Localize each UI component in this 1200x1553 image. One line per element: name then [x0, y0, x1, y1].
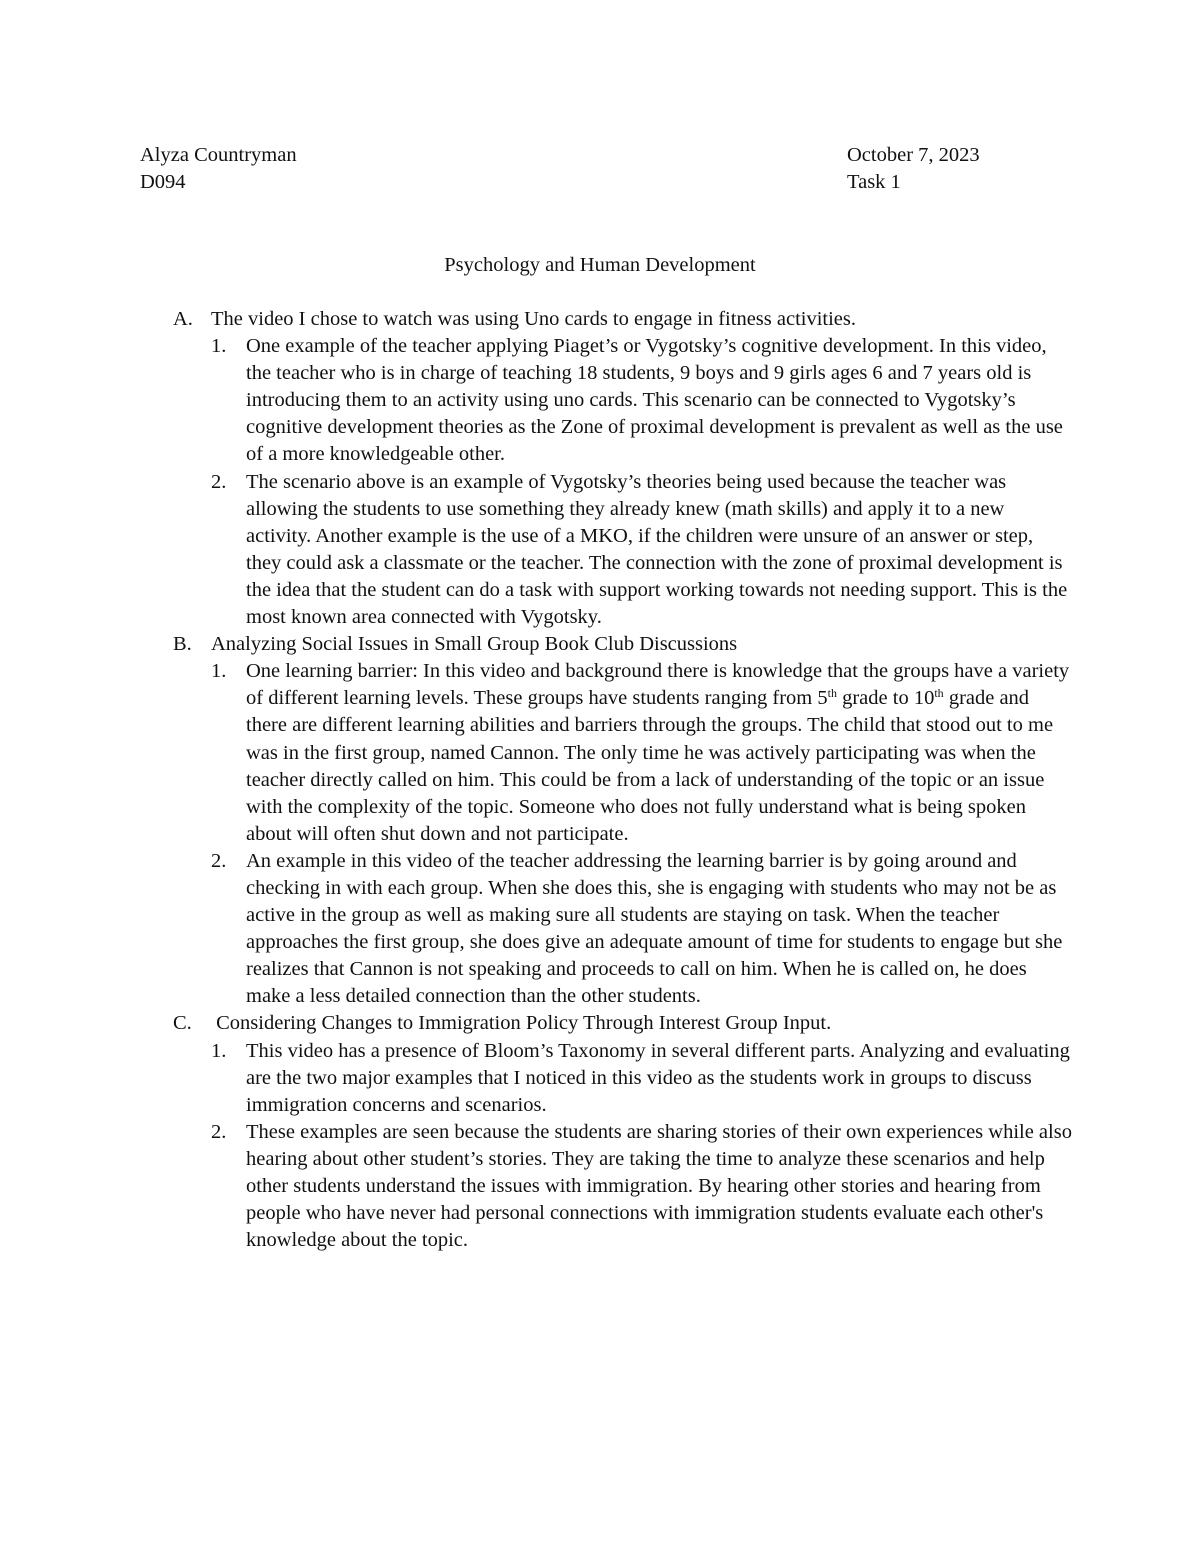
list-item: [211, 1119, 1073, 1254]
ordinal-suffix: th: [934, 686, 944, 701]
item-number: 2.: [211, 470, 227, 493]
section-letter: C.: [173, 1012, 192, 1035]
task-label: Task 1: [847, 171, 901, 193]
section-heading: Analyzing Social Issues in Small Group Book Club Discussions: [211, 633, 738, 656]
section-b: [173, 631, 1073, 1010]
section-heading: Considering Changes to Immigration Policy Through Interest Group Input.: [211, 1012, 832, 1035]
list-item: [211, 848, 1073, 1011]
section-heading: The video I chose to watch was using Uno cards to engage in fitness activities.: [211, 308, 857, 330]
outline-list: [173, 306, 1073, 1254]
ordinal-suffix: th: [827, 686, 837, 701]
section-letter: B.: [173, 633, 192, 656]
section-letter: A.: [173, 308, 193, 330]
item-number: 1.: [211, 1039, 227, 1062]
list-item: [211, 658, 1073, 848]
list-item: [211, 469, 1073, 632]
document-date: October 7, 2023: [847, 144, 980, 166]
section-items: [211, 658, 1073, 1010]
item-number: 2.: [211, 1120, 227, 1143]
section-items: [211, 1038, 1073, 1255]
course-code: D094: [140, 171, 186, 193]
item-text-part: grade and there are different learning abilities and barriers through the groups. The child that stood out to me was in the first group, named Cannon. The only time he was actively participating was when the teacher directly called on him. This could be from a lack of understanding of the topic or an issue with the complexity of the topic. Someone who does not fully understand what is being spoken about will often shut down and not participate.: [246, 687, 1054, 845]
item-text: This video has a presence of Bloom’s Taxonomy in several different parts. Analyzing and evaluating are the two major examples that I noticed in this video as the students work in groups to discuss immigration concerns and scenarios.: [246, 1039, 1070, 1116]
item-text-part: One learning barrier: In this video and background there is knowledge that the groups have a variety of different learning levels. These groups have students ranging from 5: [246, 660, 1070, 710]
item-text: These examples are seen because the students are sharing stories of their own experiences while also hearing about other student’s stories. They are taking the time to analyze these scenarios and help other students understand the issues with immigration. By hearing other stories and hearing from people who have never had personal connections with immigration students evaluate each other's knowledge about the topic.: [246, 1120, 1072, 1252]
item-number: 1.: [211, 335, 227, 358]
item-text: An example in this video of the teacher addressing the learning barrier is by going around and checking in with each group. When she does this, she is engaging with students who may not be as active in the group as well as making sure all students are staying on task. When the teacher approaches the first group, she does give an adequate amount of time for students to engage but she realizes that Cannon is not speaking and proceeds to call on him. When he is called on, he does make a less detailed connection than the other students.: [246, 849, 1063, 1008]
section-items: [211, 333, 1073, 631]
item-text-part: grade to 10: [836, 687, 935, 710]
author-name: Alyza Countryman: [140, 144, 297, 166]
item-number: 1.: [211, 660, 227, 683]
section-c: [173, 1010, 1073, 1254]
list-item: [211, 1038, 1073, 1119]
item-text: The scenario above is an example of Vygotsky’s theories being used because the teacher was allowing the students to use something they already knew (math skills) and apply it to a new activity. Another example is the use of a MKO, if the children were unsure of an answer or step, they could ask a classmate or the teacher. The connection with the zone of proximal development is the idea that the student can do a task with support working towards not needing support. This is the most known area connected with Vygotsky.: [246, 470, 1068, 629]
list-item: [211, 333, 1073, 468]
item-text: One example of the teacher applying Piaget’s or Vygotsky’s cognitive development. In this video, the teacher who is in charge of teaching 18 students, 9 boys and 9 girls ages 6 and 7 years old is introducing them to an activity using uno cards. This scenario can be connected to Vygotsky’s cognitive development theories as the Zone of proximal development is prevalent as well as the use of a more knowledgeable other.: [246, 335, 1063, 466]
document-title: Psychology and Human Development: [444, 254, 756, 276]
item-number: 2.: [211, 849, 227, 872]
section-a: [173, 306, 1073, 631]
